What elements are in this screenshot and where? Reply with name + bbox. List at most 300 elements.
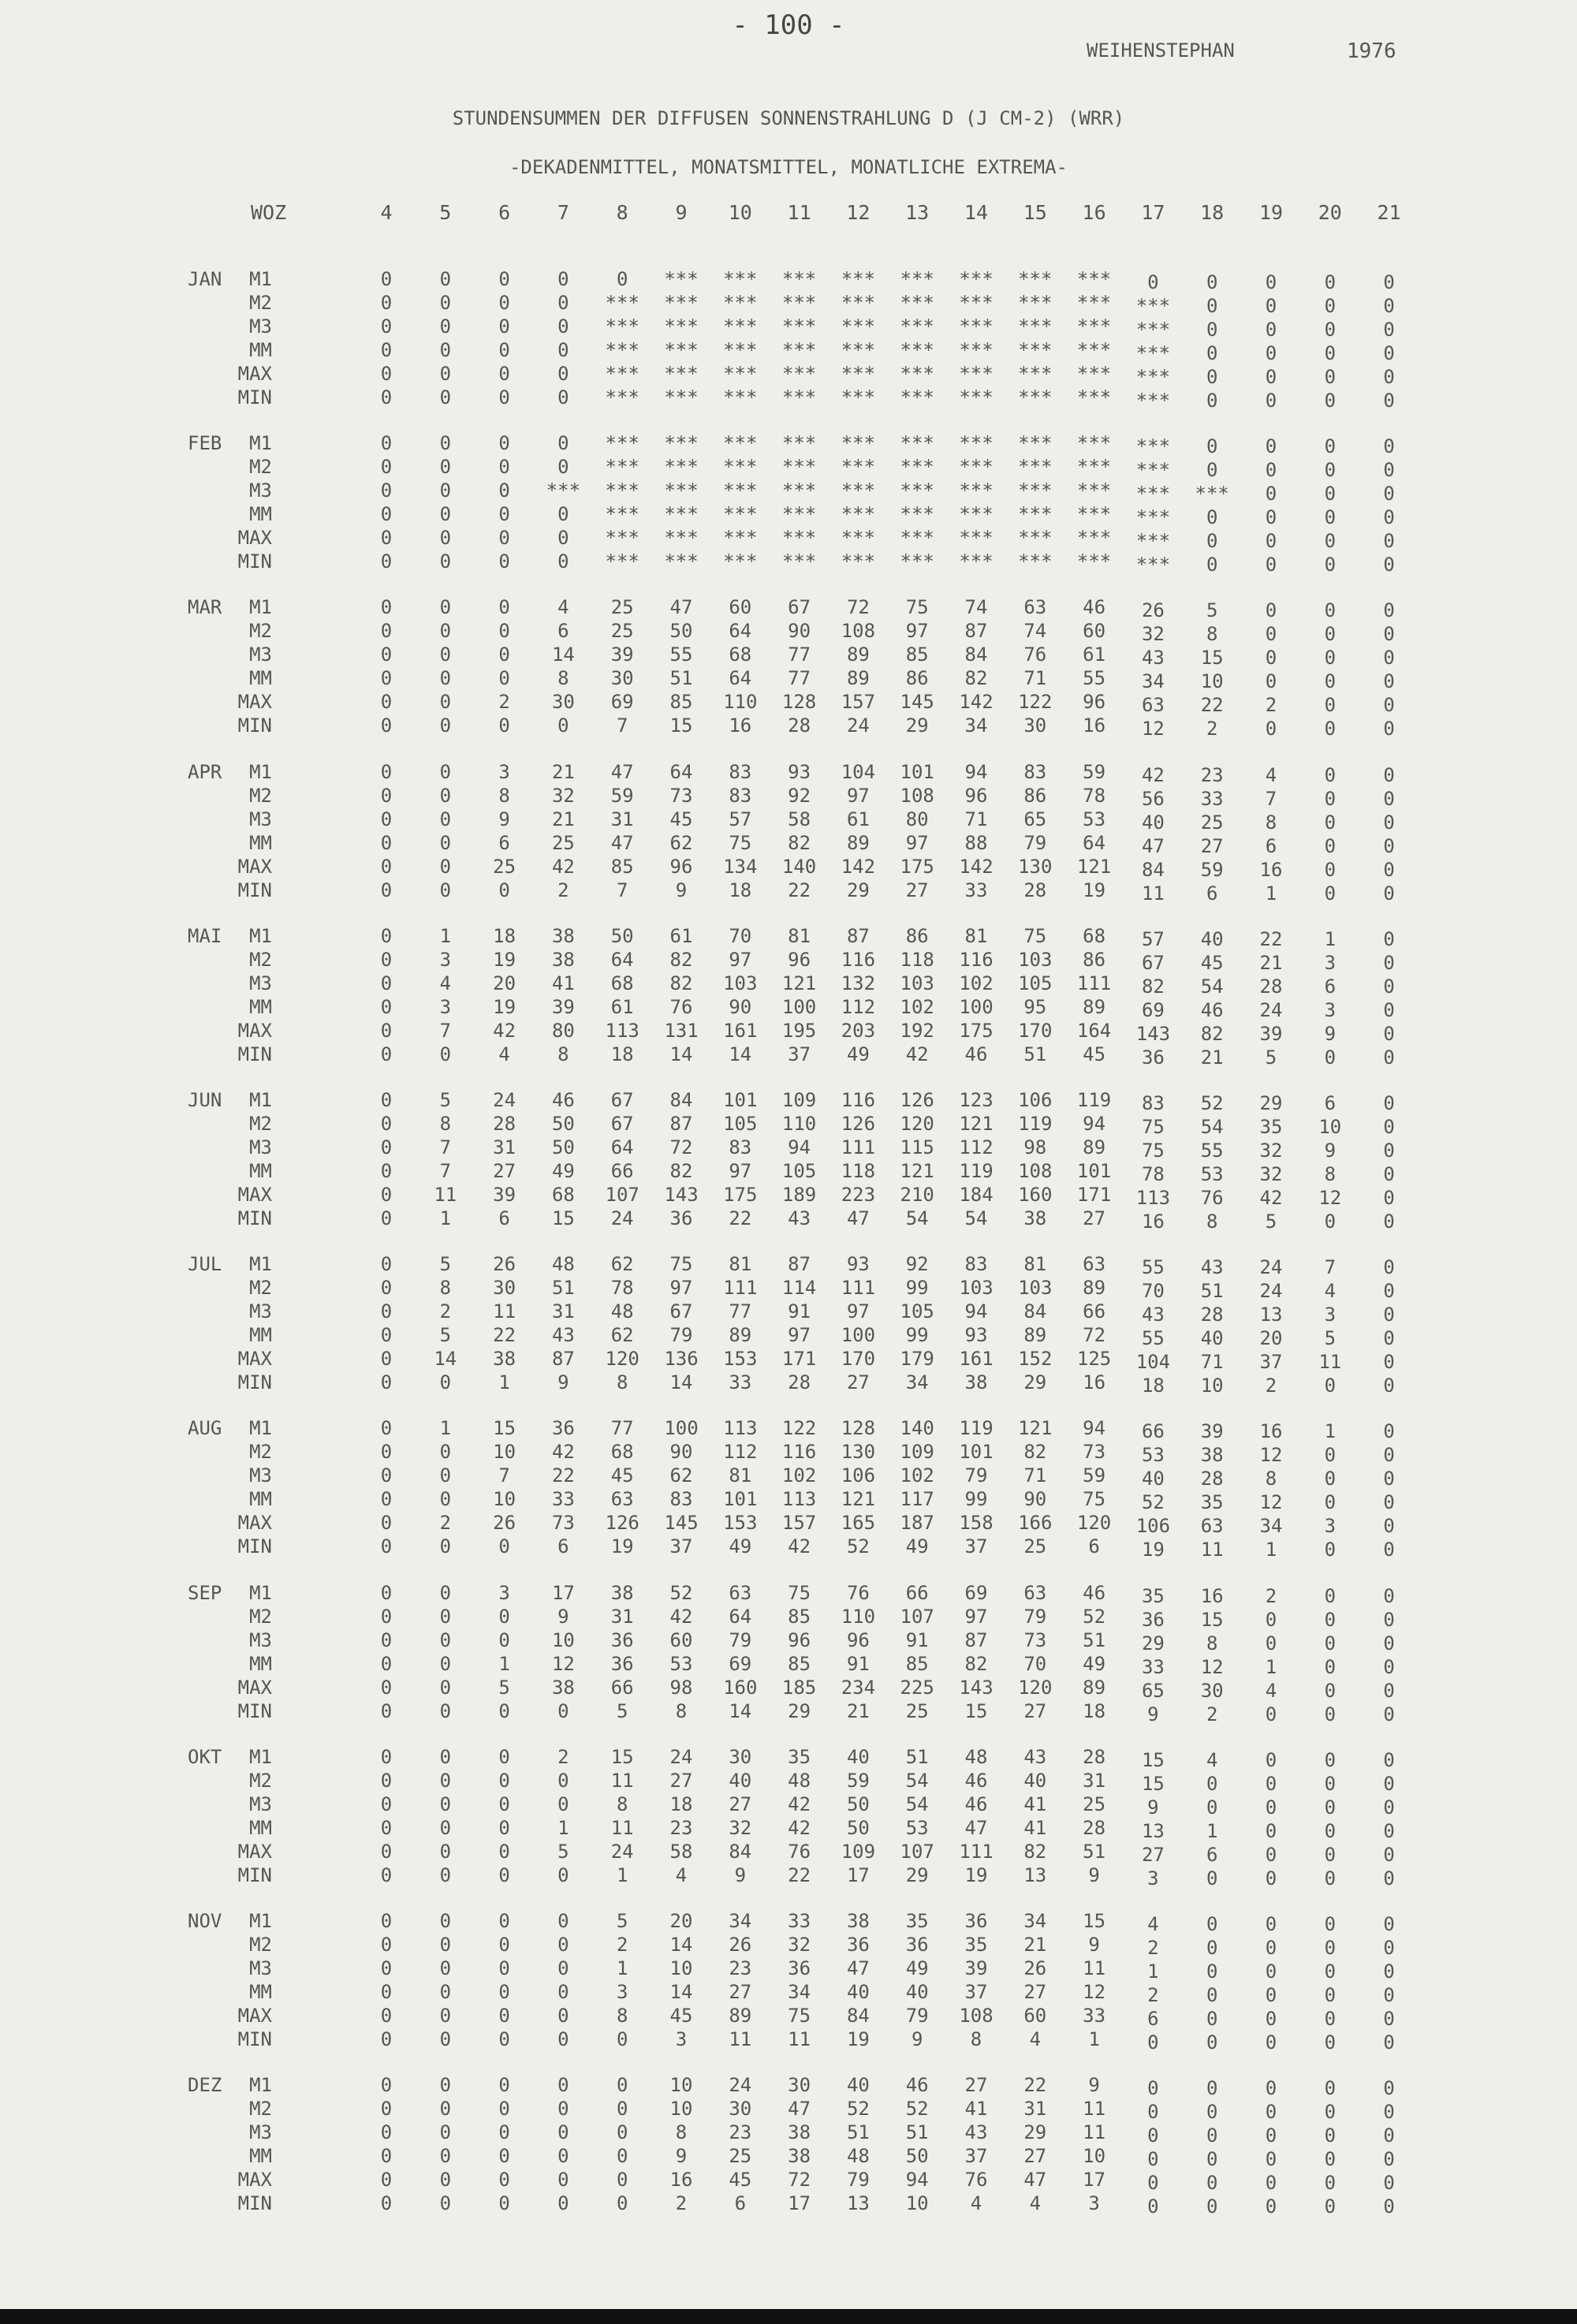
table-cell: 18 xyxy=(1083,1699,1106,1722)
table-cell: 121 xyxy=(959,1113,994,1135)
table-cell: 49 xyxy=(551,1160,575,1182)
table-cell: 46 xyxy=(551,1089,575,1111)
table-cell: 0 xyxy=(1265,1772,1277,1795)
table-cell: 0 xyxy=(1383,435,1395,458)
table-cell: 0 xyxy=(380,1441,393,1464)
hour-header: 5 xyxy=(439,201,452,224)
table-cell: 34 xyxy=(1259,1515,1283,1538)
table-cell: 62 xyxy=(669,831,693,854)
table-cell: 50 xyxy=(551,1136,575,1158)
table-cell: 51 xyxy=(1023,1043,1047,1065)
table-cell: 49 xyxy=(905,1957,929,1979)
table-cell: 101 xyxy=(1076,1160,1112,1182)
table-cell: 0 xyxy=(380,2074,393,2097)
row-label: MIN xyxy=(237,386,272,408)
row-label: M2 xyxy=(249,456,272,479)
table-cell: 0 xyxy=(1383,1984,1395,2006)
table-cell: 2 xyxy=(1265,1584,1277,1607)
table-cell: 83 xyxy=(1023,760,1047,783)
table-cell: 76 xyxy=(669,995,693,1018)
table-cell: 33 xyxy=(729,1371,752,1394)
table-cell: 52 xyxy=(846,2098,870,2121)
table-cell: 0 xyxy=(557,2121,569,2144)
table-cell: 25 xyxy=(729,2145,752,2168)
table-cell: 0 xyxy=(1383,1256,1395,1279)
table-cell: 0 xyxy=(439,363,452,385)
table-cell: 23 xyxy=(729,1957,752,1979)
table-cell: 77 xyxy=(729,1300,752,1323)
table-cell: 2 xyxy=(1147,1984,1159,2006)
table-cell: 40 xyxy=(846,1981,870,2003)
row-label: MIN xyxy=(237,1535,272,1558)
table-cell: 83 xyxy=(729,760,752,783)
table-cell: 0 xyxy=(1383,1210,1395,1233)
table-cell: *** xyxy=(959,479,994,502)
table-cell: 0 xyxy=(380,948,393,971)
table-cell: 0 xyxy=(1147,2195,1159,2218)
table-cell: 59 xyxy=(846,1769,870,1792)
table-cell: 105 xyxy=(723,1113,758,1135)
table-cell: 11 xyxy=(1083,2098,1106,2121)
table-cell: *** xyxy=(841,292,876,314)
table-cell: 56 xyxy=(1141,787,1165,810)
table-cell: 22 xyxy=(551,1464,575,1487)
table-cell: 0 xyxy=(1383,1280,1395,1303)
table-cell: 94 xyxy=(1083,1417,1106,1440)
table-cell: 3 xyxy=(1088,2192,1100,2215)
table-cell: 0 xyxy=(380,784,393,807)
table-cell: 7 xyxy=(1265,787,1277,810)
table-cell: 101 xyxy=(723,1089,758,1111)
table-cell: 16 xyxy=(1141,1210,1165,1233)
table-cell: 48 xyxy=(964,1745,988,1768)
table-cell: 30 xyxy=(729,2098,752,2121)
table-cell: 29 xyxy=(788,1699,811,1722)
table-cell: 128 xyxy=(841,1417,876,1440)
table-cell: 87 xyxy=(964,1628,988,1651)
row-label: M1 xyxy=(249,268,272,290)
table-cell: 0 xyxy=(498,268,510,290)
table-cell: 49 xyxy=(905,1535,929,1558)
table-cell: 0 xyxy=(1383,506,1395,529)
table-cell: 0 xyxy=(498,1535,510,1558)
table-cell: 0 xyxy=(1324,763,1337,786)
row-label: MM xyxy=(249,995,272,1018)
table-cell: 0 xyxy=(380,760,393,783)
table-cell: 46 xyxy=(964,1769,988,1792)
hour-header: 14 xyxy=(964,201,989,224)
table-cell: *** xyxy=(1018,479,1053,502)
table-cell: 114 xyxy=(781,1277,817,1300)
table-cell: 89 xyxy=(846,831,870,854)
table-cell: *** xyxy=(781,479,817,502)
table-cell: *** xyxy=(900,339,934,361)
table-cell: 11 xyxy=(1318,1351,1342,1374)
table-cell: 0 xyxy=(1324,2031,1337,2054)
month-label: OKT xyxy=(188,1745,222,1768)
table-cell: 0 xyxy=(380,1934,393,1956)
table-cell: 126 xyxy=(900,1089,934,1111)
table-cell: 43 xyxy=(1141,1304,1165,1326)
table-cell: 97 xyxy=(905,831,929,854)
table-cell: 32 xyxy=(551,784,575,807)
table-cell: 0 xyxy=(439,831,452,854)
table-cell: 120 xyxy=(605,1348,639,1371)
table-cell: 43 xyxy=(788,1207,811,1229)
table-cell: 0 xyxy=(1324,530,1337,553)
table-cell: 0 xyxy=(1324,787,1337,810)
table-cell: 9 xyxy=(675,878,688,901)
table-cell: *** xyxy=(664,503,699,526)
table-cell: 0 xyxy=(498,2005,510,2027)
table-cell: 42 xyxy=(1259,1187,1283,1209)
table-cell: 89 xyxy=(1083,1676,1106,1699)
table-cell: 71 xyxy=(1200,1351,1224,1374)
table-cell: 64 xyxy=(610,948,634,971)
table-cell: 21 xyxy=(1200,1046,1224,1069)
table-cell: 52 xyxy=(669,1581,693,1604)
table-cell: 96 xyxy=(788,1628,811,1651)
table-cell: 81 xyxy=(1023,1253,1047,1276)
table-cell: 234 xyxy=(841,1676,876,1699)
table-cell: 32 xyxy=(1259,1140,1283,1162)
table-cell: 160 xyxy=(723,1676,758,1699)
table-cell: *** xyxy=(1076,479,1112,502)
table-cell: 0 xyxy=(439,1441,452,1464)
table-cell: 0 xyxy=(1383,763,1395,786)
table-cell: 5 xyxy=(557,1840,569,1863)
table-cell: 0 xyxy=(439,1605,452,1628)
table-cell: 46 xyxy=(964,1043,988,1065)
table-cell: 164 xyxy=(1076,1019,1112,1042)
row-label: MM xyxy=(249,1816,272,1839)
table-cell: 63 xyxy=(729,1581,752,1604)
table-cell: 84 xyxy=(669,1089,693,1111)
table-cell: 22 xyxy=(788,878,811,901)
row-label: MIN xyxy=(237,1207,272,1229)
table-cell: 75 xyxy=(1023,924,1047,947)
table-cell: 27 xyxy=(729,1981,752,2003)
table-cell: 98 xyxy=(1023,1136,1047,1158)
table-cell: 87 xyxy=(551,1348,575,1371)
row-label: MM xyxy=(249,1652,272,1675)
table-cell: 0 xyxy=(380,995,393,1018)
table-cell: *** xyxy=(1018,363,1053,385)
table-cell: 49 xyxy=(1083,1652,1106,1675)
table-cell: 12 xyxy=(1318,1187,1342,1209)
table-cell: 11 xyxy=(610,1816,634,1839)
row-label: MM xyxy=(249,2145,272,2168)
table-cell: 16 xyxy=(669,2169,693,2192)
table-cell: 27 xyxy=(1141,1843,1165,1866)
table-cell: 115 xyxy=(900,1136,934,1158)
table-cell: 0 xyxy=(1147,2101,1159,2124)
row-label: M2 xyxy=(249,948,272,971)
table-cell: 14 xyxy=(551,643,575,666)
table-cell: 130 xyxy=(841,1441,876,1464)
table-cell: 0 xyxy=(1383,1937,1395,1959)
table-cell: 0 xyxy=(1206,366,1218,388)
table-cell: 50 xyxy=(669,620,693,643)
table-cell: 53 xyxy=(1083,808,1106,830)
table-cell: 31 xyxy=(551,1300,575,1323)
table-cell: 121 xyxy=(900,1160,934,1182)
table-cell: 74 xyxy=(964,596,988,619)
table-cell: 0 xyxy=(557,2192,569,2215)
table-cell: 0 xyxy=(1265,1960,1277,1983)
table-cell: 0 xyxy=(557,386,569,408)
table-cell: 18 xyxy=(729,878,752,901)
table-cell: 111 xyxy=(723,1277,758,1300)
table-cell: 46 xyxy=(905,2074,929,2097)
row-label: MIN xyxy=(237,714,272,737)
table-cell: 106 xyxy=(1018,1089,1053,1111)
table-cell: 27 xyxy=(846,1371,870,1394)
table-cell: 0 xyxy=(1383,2195,1395,2218)
table-cell: 0 xyxy=(1383,1748,1395,1771)
table-cell: 72 xyxy=(788,2169,811,2192)
table-cell: 0 xyxy=(1383,1679,1395,1702)
table-cell: 0 xyxy=(439,2098,452,2121)
table-cell: 0 xyxy=(380,2098,393,2121)
table-cell: 157 xyxy=(781,1512,817,1535)
table-cell: 0 xyxy=(1383,1163,1395,1185)
table-cell: 1 xyxy=(1088,2028,1100,2050)
table-cell: 38 xyxy=(610,1581,634,1604)
table-cell: 42 xyxy=(493,1019,516,1042)
table-cell: 0 xyxy=(498,315,510,338)
table-cell: 64 xyxy=(669,760,693,783)
table-cell: 0 xyxy=(1206,1960,1218,1983)
table-cell: 0 xyxy=(380,2169,393,2192)
table-cell: 0 xyxy=(380,550,393,573)
table-cell: 22 xyxy=(729,1207,752,1229)
table-cell: *** xyxy=(841,268,876,290)
table-cell: 0 xyxy=(1324,834,1337,857)
table-cell: 0 xyxy=(1324,1584,1337,1607)
table-cell: 15 xyxy=(1200,1608,1224,1631)
table-cell: *** xyxy=(900,479,934,502)
table-cell: 0 xyxy=(1383,1539,1395,1561)
table-cell: *** xyxy=(1018,292,1053,314)
table-cell: 10 xyxy=(1200,1375,1224,1397)
table-cell: 8 xyxy=(675,2121,688,2144)
table-cell: 0 xyxy=(1324,390,1337,412)
row-label: M3 xyxy=(249,643,272,666)
table-cell: 60 xyxy=(1083,620,1106,643)
table-cell: 100 xyxy=(664,1417,699,1440)
table-cell: 0 xyxy=(498,479,510,502)
table-cell: 27 xyxy=(1023,1699,1047,1722)
table-cell: 39 xyxy=(1200,1420,1224,1443)
table-cell: 24 xyxy=(1259,1280,1283,1303)
table-cell: 189 xyxy=(781,1184,817,1206)
table-cell: 23 xyxy=(729,2121,752,2144)
table-cell: 84 xyxy=(964,643,988,666)
table-cell: 107 xyxy=(900,1605,934,1628)
table-cell: 18 xyxy=(493,924,516,947)
table-cell: *** xyxy=(1135,506,1171,529)
table-cell: 0 xyxy=(1265,366,1277,388)
table-cell: 103 xyxy=(723,972,758,994)
hour-header: 19 xyxy=(1258,201,1284,224)
table-cell: 102 xyxy=(781,1464,817,1487)
table-cell: 93 xyxy=(964,1324,988,1347)
table-cell: 85 xyxy=(669,691,693,714)
row-label: MM xyxy=(249,1160,272,1182)
table-cell: *** xyxy=(605,339,639,361)
table-cell: 47 xyxy=(788,2098,811,2121)
table-cell: 108 xyxy=(959,2005,994,2027)
table-cell: 113 xyxy=(723,1417,758,1440)
table-cell: 90 xyxy=(1023,1488,1047,1511)
table-cell: 0 xyxy=(380,1816,393,1839)
table-cell: 32 xyxy=(788,1934,811,1956)
table-cell: 0 xyxy=(1324,2077,1337,2100)
row-label: M2 xyxy=(249,1441,272,1464)
table-cell: 0 xyxy=(1206,1772,1218,1795)
table-cell: *** xyxy=(723,456,758,479)
table-cell: 37 xyxy=(788,1043,811,1065)
table-cell: *** xyxy=(664,432,699,455)
table-cell: 33 xyxy=(1141,1655,1165,1678)
table-cell: *** xyxy=(781,432,817,455)
table-cell: 22 xyxy=(493,1324,516,1347)
table-cell: 4 xyxy=(1029,2192,1042,2215)
table-cell: 90 xyxy=(669,1441,693,1464)
table-cell: 1 xyxy=(557,1816,569,1839)
table-cell: 97 xyxy=(905,620,929,643)
table-cell: 97 xyxy=(846,1300,870,1323)
table-cell: 0 xyxy=(439,527,452,550)
table-cell: *** xyxy=(959,432,994,455)
table-cell: 83 xyxy=(964,1253,988,1276)
row-label: M3 xyxy=(249,1792,272,1815)
table-cell: 0 xyxy=(1324,1632,1337,1654)
table-cell: *** xyxy=(605,479,639,502)
table-cell: 0 xyxy=(1383,319,1395,341)
table-cell: 0 xyxy=(1206,2195,1218,2218)
table-cell: *** xyxy=(900,268,934,290)
table-cell: 0 xyxy=(498,878,510,901)
table-cell: 0 xyxy=(1383,271,1395,293)
table-cell: 0 xyxy=(380,691,393,714)
table-cell: 2 xyxy=(557,1745,569,1768)
table-cell: 25 xyxy=(610,596,634,619)
table-cell: 0 xyxy=(1324,647,1337,670)
table-cell: 0 xyxy=(380,1652,393,1675)
row-label: M2 xyxy=(249,1113,272,1135)
table-cell: 0 xyxy=(1383,1867,1395,1889)
table-cell: *** xyxy=(1135,483,1171,505)
table-cell: 0 xyxy=(380,292,393,314)
table-cell: 86 xyxy=(1083,948,1106,971)
table-cell: 54 xyxy=(1200,1116,1224,1138)
table-cell: 0 xyxy=(1206,435,1218,458)
table-cell: *** xyxy=(781,386,817,408)
table-cell: 0 xyxy=(1206,530,1218,553)
row-label: MIN xyxy=(237,1043,272,1065)
table-cell: 25 xyxy=(905,1699,929,1722)
table-cell: *** xyxy=(1076,315,1112,338)
row-label: MAX xyxy=(237,691,272,714)
table-cell: 0 xyxy=(1206,1984,1218,2006)
table-cell: 0 xyxy=(498,667,510,690)
table-cell: 110 xyxy=(841,1605,876,1628)
table-cell: 87 xyxy=(669,1113,693,1135)
table-cell: 85 xyxy=(905,643,929,666)
table-cell: 62 xyxy=(669,1464,693,1487)
table-cell: 6 xyxy=(557,1535,569,1558)
table-cell: 0 xyxy=(557,339,569,361)
table-cell: 0 xyxy=(1324,342,1337,364)
table-cell: 0 xyxy=(1206,1796,1218,1819)
table-cell: 4 xyxy=(1029,2028,1042,2050)
table-cell: 0 xyxy=(1383,1843,1395,1866)
table-cell: *** xyxy=(900,527,934,550)
table-cell: 41 xyxy=(551,972,575,994)
table-cell: *** xyxy=(1076,527,1112,550)
row-label: MAX xyxy=(237,1348,272,1371)
table-cell: 66 xyxy=(610,1676,634,1699)
table-cell: *** xyxy=(664,268,699,290)
table-cell: 104 xyxy=(841,760,876,783)
table-cell: 66 xyxy=(905,1581,929,1604)
month-label: DEZ xyxy=(188,2074,222,2097)
hour-header: 6 xyxy=(498,201,511,224)
table-cell: 61 xyxy=(610,995,634,1018)
table-cell: 51 xyxy=(846,2121,870,2144)
table-cell: 76 xyxy=(1023,643,1047,666)
table-cell: 0 xyxy=(1324,1468,1337,1490)
row-label: M2 xyxy=(249,784,272,807)
table-cell: 66 xyxy=(1083,1300,1106,1323)
table-cell: 117 xyxy=(900,1488,934,1511)
table-cell: 116 xyxy=(781,1441,817,1464)
table-cell: 0 xyxy=(557,527,569,550)
table-cell: 19 xyxy=(964,1863,988,1886)
table-cell: 0 xyxy=(380,503,393,526)
table-cell: 21 xyxy=(551,808,575,830)
table-cell: 101 xyxy=(900,760,934,783)
table-cell: 82 xyxy=(669,948,693,971)
table-cell: 0 xyxy=(1206,319,1218,341)
table-cell: 161 xyxy=(959,1348,994,1371)
table-cell: 2 xyxy=(439,1300,452,1323)
table-cell: 4 xyxy=(557,596,569,619)
table-cell: 94 xyxy=(788,1136,811,1158)
table-cell: 36 xyxy=(551,1417,575,1440)
table-cell: 29 xyxy=(1023,1371,1047,1394)
table-cell: 0 xyxy=(1324,1491,1337,1514)
table-cell: 2 xyxy=(557,878,569,901)
table-cell: 79 xyxy=(964,1464,988,1487)
table-cell: 0 xyxy=(1383,834,1395,857)
table-cell: 5 xyxy=(1265,1046,1277,1069)
table-cell: *** xyxy=(841,456,876,479)
table-cell: 0 xyxy=(1383,1420,1395,1443)
table-cell: 0 xyxy=(1265,271,1277,293)
table-cell: 0 xyxy=(1265,1796,1277,1819)
table-cell: 76 xyxy=(846,1581,870,1604)
table-cell: 0 xyxy=(1324,1867,1337,1889)
table-cell: 0 xyxy=(1383,1022,1395,1045)
table-cell: 21 xyxy=(846,1699,870,1722)
table-cell: *** xyxy=(900,550,934,573)
table-cell: 6 xyxy=(1206,1843,1218,1866)
table-cell: 24 xyxy=(610,1840,634,1863)
table-cell: 71 xyxy=(1023,667,1047,690)
